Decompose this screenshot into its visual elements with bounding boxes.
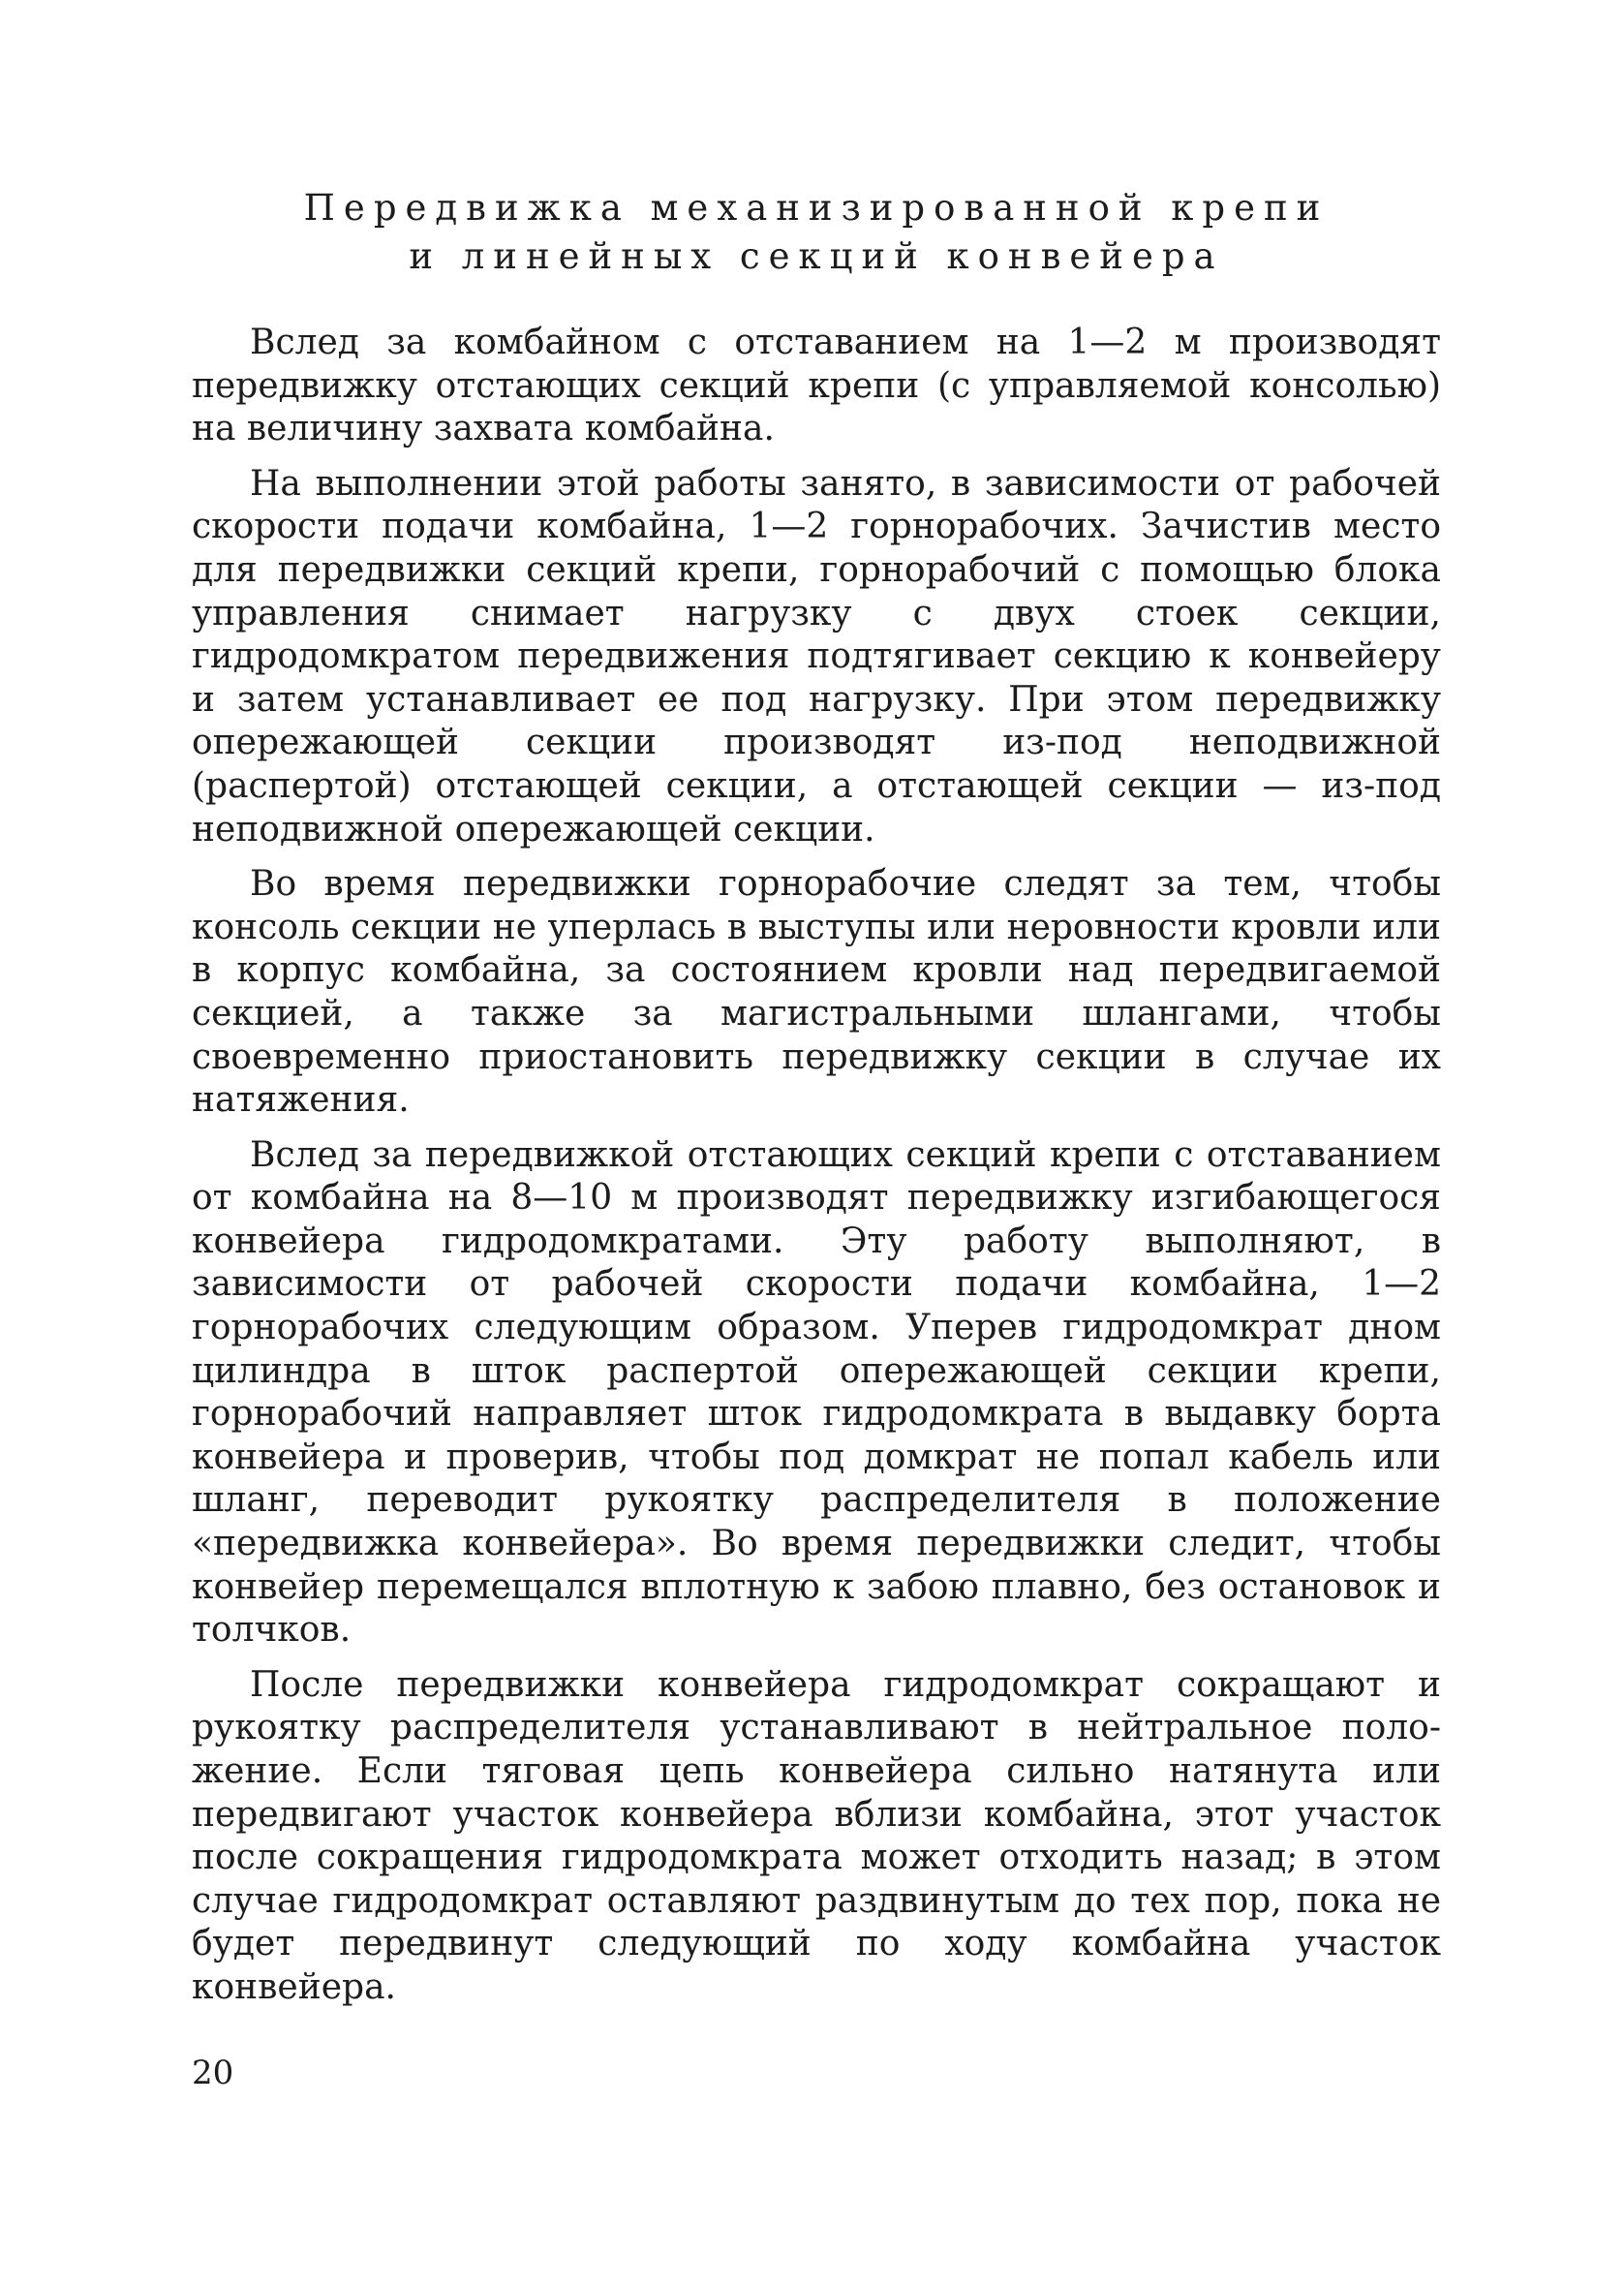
paragraph-5: После передвижки конвейера гидродомкрат сокращают и рукоятку распределителя устанавливают в нейтральное положение. Если тяговая цепь конвейера сильно натянута или передвигают участок конвейера вблизи комбайна, этот участок после сокращения гидродомкрата может отходить назад; в этом случае гидродомкрат оставляют раздвинутым до тех пор, пока не будет передвинут следующий по ходу комбайна участок конвейера.	[192, 1664, 1441, 2007]
section-title-line-1: Передвижка механизированной крепи	[303, 187, 1330, 229]
paragraph-3: Во время передвижки горнорабочие следят за тем, чтобы консоль секции не уперлась в выступы или неровности кровли или в корпус комбайна, за состоянием кровли над передвигаемой секцией, а также за магистральными шлангами, чтобы своевременно приостановить передвижку секции в случае их натяжения.	[192, 864, 1441, 1121]
paragraph-1: Вслед за комбайном с отставанием на 1—2 м производят передвижку отстающих секций крепи (с управляемой консолью) на величину захвата комбайна.	[192, 323, 1441, 449]
paragraph-4: Вслед за передвижкой отстающих секций крепи с отставанием от комбайна на 8—10 м производят передвижку изгибающегося конвейера гидродомкратами. Эту работу выполняют, в зависимости от рабочей скорости подачи комбайна, 1—2 горнорабочих следующим образом. Уперев гидродомкрат дном цилиндра в шток распертой опережающей секции крепи, горнорабочий направляет шток гидродомкрата в выдавку борта конвейера и проверив, чтобы под домкрат не попал кабель или шланг, переводит рукоятку распределителя в положение «передвижка конвейера». Во время передвижки следит, чтобы конвейер перемещался вплотную к забою плавно, без остановок и толчков.	[192, 1134, 1441, 1651]
paragraph-2: На выполнении этой работы занято, в зависимости от рабочей скорости подачи комбайна, 1—2 горнорабочих. Зачистив место для передвижки секций крепи, горнорабочий с помощью блока управления снимает нагрузку с двух стоек секции, гидродомкратом передвижения подтягивает секцию к конвейеру и затем устанавливает ее под нагрузку. При этом передвижку опережающей секции производят из-под неподвижной (распертой) отстающей секции, а отстающей секции — из-под неподвижной опережающей секции.	[192, 463, 1441, 850]
section-title	[192, 184, 1441, 281]
page-body	[192, 184, 1441, 2022]
section-title-line-2: и линейных секций конвейера	[409, 235, 1224, 277]
page-number: 20	[192, 2054, 234, 2092]
